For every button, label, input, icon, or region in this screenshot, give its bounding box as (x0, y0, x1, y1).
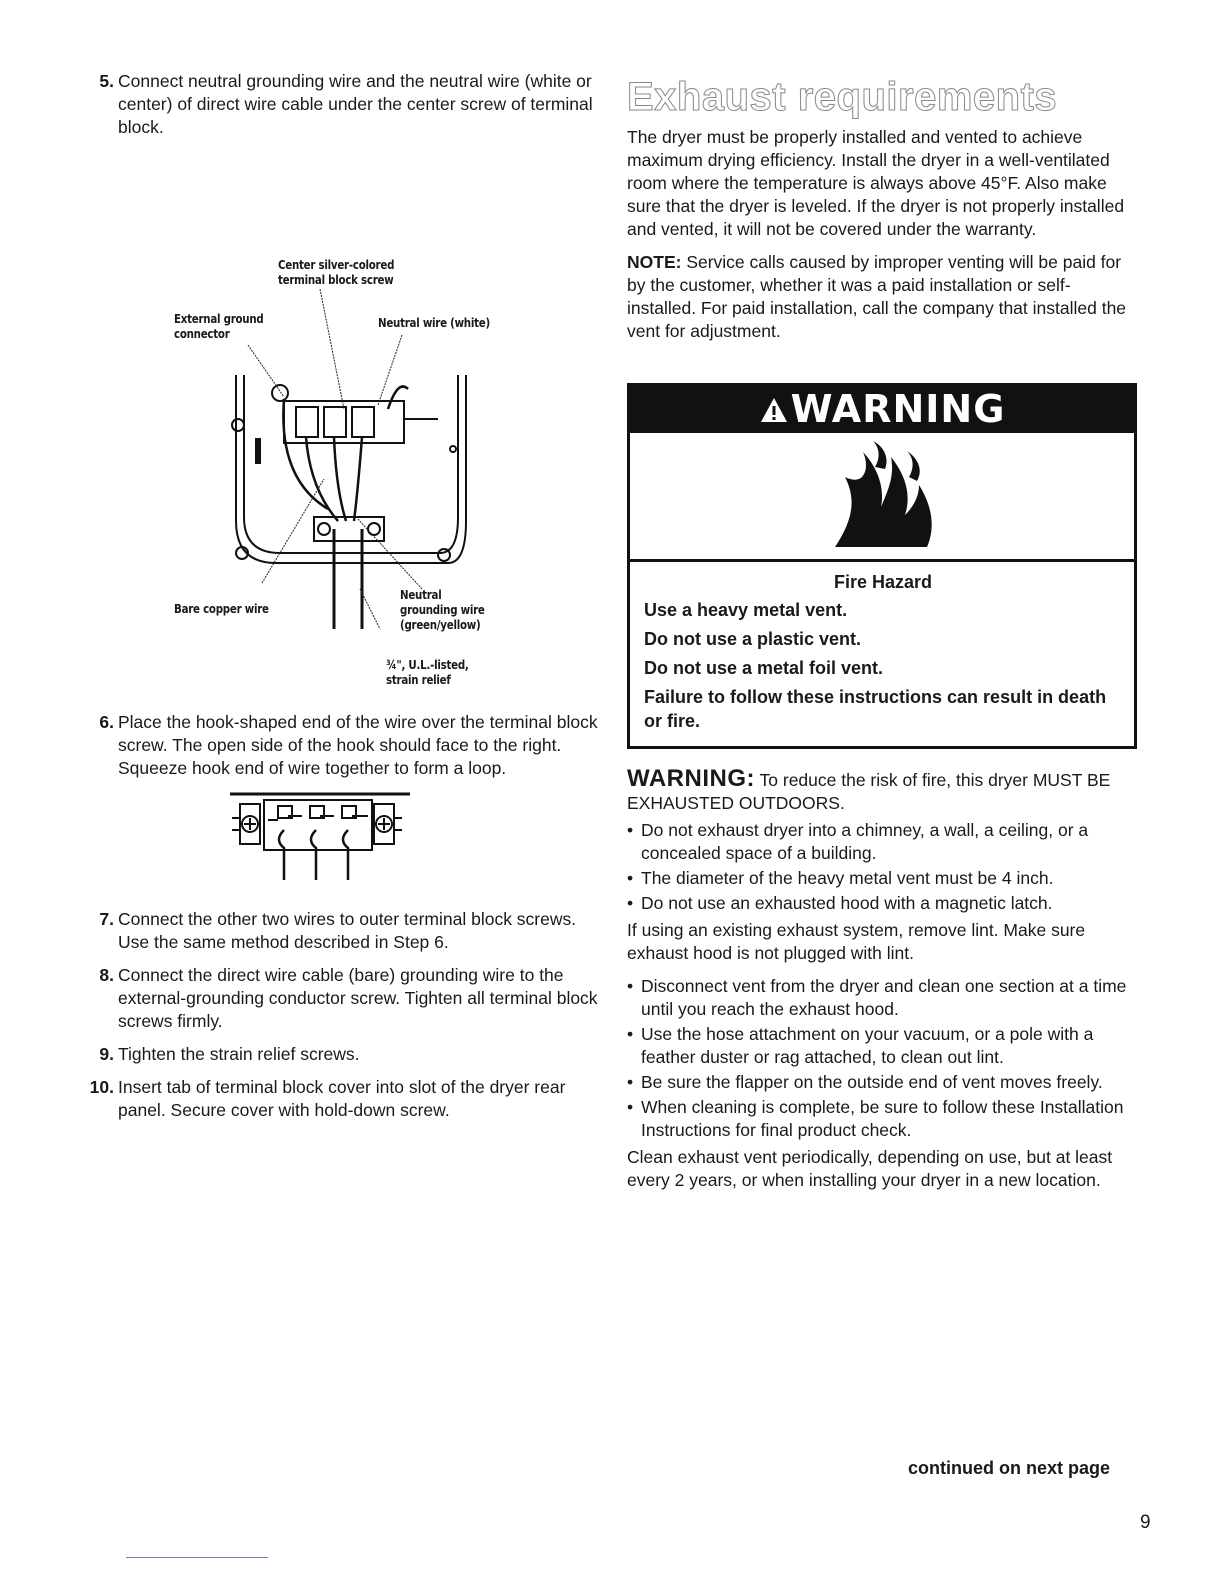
step-number: 7. (99, 909, 114, 929)
label-line: connector (174, 326, 230, 341)
step-number: 6. (99, 712, 114, 732)
warning-statement (627, 767, 1137, 815)
continued-note: continued on next page (908, 1458, 1111, 1478)
warning-line: Do not use a plastic vent. (644, 629, 862, 649)
step-text: Connect neutral grounding wire and the neutral wire (white or center) of direct wire cable under the center screw of terminal block. (118, 71, 593, 137)
right-column (627, 70, 1137, 1202)
bullet-item: • Do not use an exhausted hood with a magnetic latch. (627, 892, 1137, 915)
step-8 (88, 964, 598, 1033)
bullet-item: • The diameter of the heavy metal vent must be 4 inch. (627, 867, 1137, 890)
warning-title: WARNING (790, 387, 1006, 431)
label-line: strain relief (386, 672, 451, 687)
step-10 (88, 1076, 598, 1122)
warning-line: Use a heavy metal vent. (644, 600, 848, 620)
label-line: Neutral (400, 587, 442, 602)
hazard-title: Fire Hazard (833, 572, 933, 592)
step-number: 8. (99, 965, 114, 985)
label-line: Bare copper wire (174, 601, 269, 616)
hook-illustration (88, 790, 598, 908)
step-7 (88, 908, 598, 954)
fire-warning-box (627, 383, 1137, 749)
step-number: 10. (89, 1077, 114, 1097)
label-center-screw (278, 257, 394, 287)
warning-line: Do not use a metal foil vent. (644, 658, 884, 678)
wiring-illustration (88, 149, 598, 629)
warning-body (630, 562, 1134, 746)
step-text: Connect the other two wires to outer terminal block screws. Use the same method described in Step 6. (118, 909, 577, 952)
section-heading: Exhaust requirements (627, 75, 1058, 119)
terminal-hook-diagram (88, 790, 598, 908)
terminal-block-wiring-diagram (88, 149, 598, 687)
warning-line: Failure to follow these instructions can result in death or fire. (644, 687, 1107, 731)
label-line: External ground (174, 311, 264, 326)
note-label: NOTE: (627, 252, 682, 272)
label-line: ¾", U.L.-listed, (386, 657, 469, 672)
bullet-item: • When cleaning is complete, be sure to follow these Installation Instructions for final product check. (627, 1096, 1137, 1142)
label-line: Neutral wire (white) (378, 315, 490, 330)
step-number: 5. (99, 71, 114, 91)
left-column (88, 70, 598, 1132)
label-line: (green/yellow) (400, 617, 481, 632)
fire-icon (815, 437, 955, 557)
warning-triangle-icon (759, 388, 789, 435)
label-strain-relief (386, 657, 469, 687)
step-text: Insert tab of terminal block cover into slot of the dryer rear panel. Secure cover with hold-down screw. (118, 1077, 566, 1120)
label-bare-copper (174, 601, 269, 616)
label-line: grounding wire (400, 602, 485, 617)
bullet-item: • Disconnect vent from the dryer and clean one section at a time until you reach the exhaust hood. (627, 975, 1137, 1021)
label-neutral-wire (378, 315, 490, 330)
step-5 (88, 70, 598, 139)
step-text: Connect the direct wire cable (bare) grounding wire to the external-grounding conductor screw. Tighten all terminal block screws firmly. (118, 965, 598, 1031)
label-external-ground (174, 311, 263, 341)
step-9 (88, 1043, 598, 1066)
fire-hazard-area (630, 433, 1134, 562)
existing-system-paragraph: If using an existing exhaust system, remove lint. Make sure exhaust hood is not plugged with lint. (627, 920, 1086, 963)
intro-paragraph: The dryer must be properly installed and vented to achieve maximum drying efficiency. Install the dryer in a well-ventilated room where the temperature is always above 45°F. Also make sure that the dryer is leveled. If the dryer is not properly installed and vented, it will not be covered under the warranty. (627, 127, 1125, 239)
cleaning-paragraph: Clean exhaust vent periodically, depending on use, but at least every 2 years, or when installing your dryer in a new location. (627, 1147, 1113, 1190)
bullet-item: • Use the hose attachment on your vacuum, or a pole with a feather duster or rag attached, to clean out lint. (627, 1023, 1137, 1069)
label-line: terminal block screw (278, 272, 394, 287)
step-text: Place the hook-shaped end of the wire over the terminal block screw. The open side of the hook should face to the right. Squeeze hook end of wire together to form a loop. (118, 712, 598, 778)
note-text: Service calls caused by improper venting will be paid for by the customer, whether it was a paid installation or self-installed. For paid installation, call the company that installed the vent for adjustment. (627, 252, 1127, 341)
warning-label: WARNING: (627, 765, 755, 792)
step-number: 9. (99, 1044, 114, 1064)
bullet-item: • Do not exhaust dryer into a chimney, a wall, a ceiling, or a concealed space of a building. (627, 819, 1137, 865)
warning-text: To reduce the risk of fire, this dryer MUST BE EXHAUSTED OUTDOORS. (627, 770, 1111, 813)
page-number: 9 (1140, 1512, 1151, 1533)
step-text: Tighten the strain relief screws. (118, 1044, 360, 1064)
warning-header (630, 386, 1134, 433)
step-6 (88, 711, 598, 780)
footer-rule (126, 1557, 268, 1558)
label-neutral-grounding (400, 587, 485, 632)
note-paragraph (627, 251, 1137, 343)
bullet-item: • Be sure the flapper on the outside end of vent moves freely. (627, 1071, 1137, 1094)
label-line: Center silver-colored (278, 257, 395, 272)
